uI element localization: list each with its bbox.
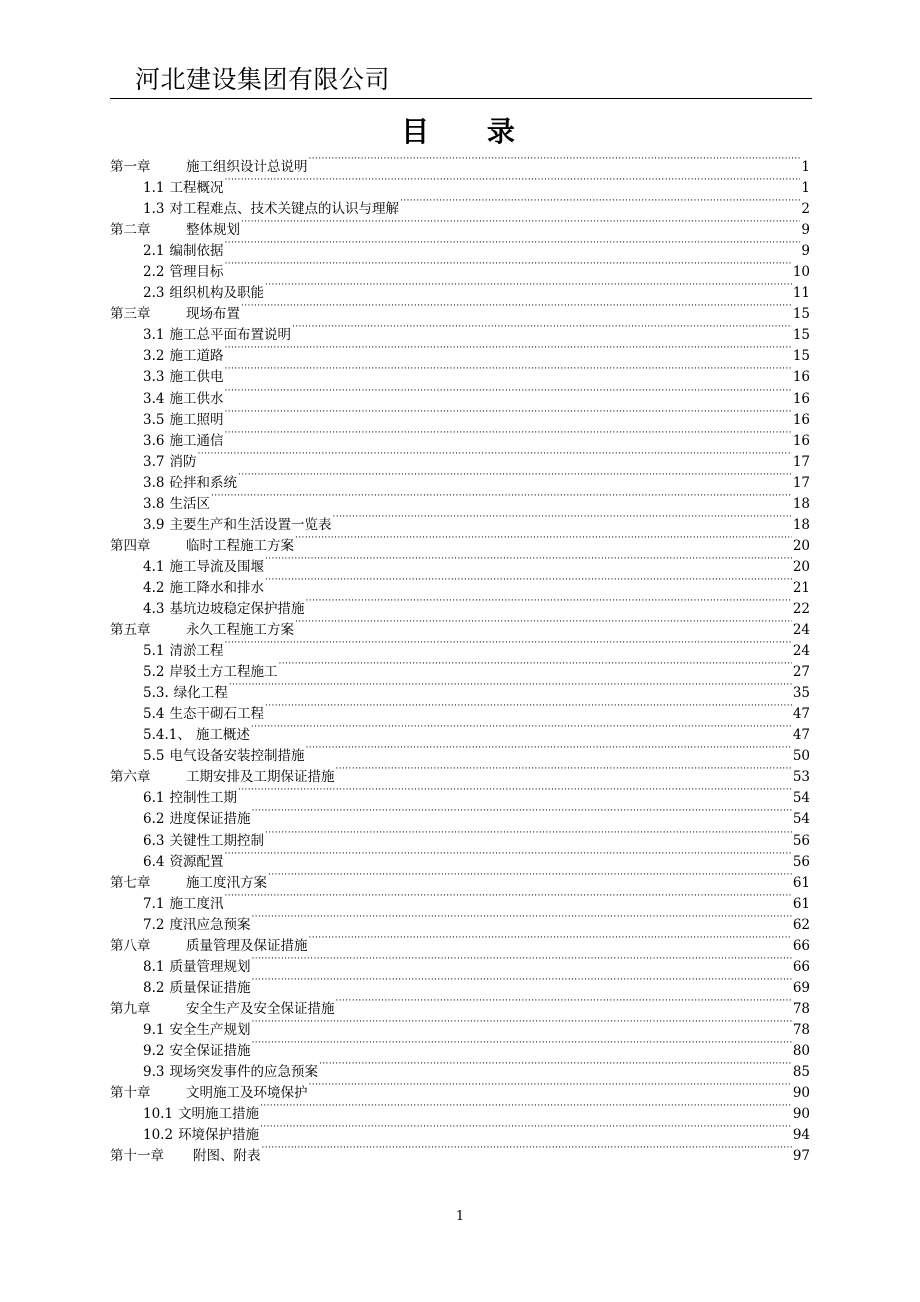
toc-dot-leader: [251, 950, 791, 971]
toc-dot-leader: [332, 508, 791, 529]
toc-entry-number: 4.2: [143, 579, 165, 596]
page-number: 1: [455, 1209, 465, 1224]
toc-entry-number: 5.4: [143, 706, 165, 723]
toc-entry-title: 控制性工期: [169, 790, 237, 807]
toc-entry-title: 施工道路: [169, 348, 224, 365]
toc-entry-number: 5.1: [143, 643, 165, 660]
toc-entry-number: 3.2: [143, 348, 165, 365]
toc-entry-number: 8.1: [143, 958, 165, 975]
toc-dot-leader: [224, 845, 791, 866]
toc-dot-leader: [260, 1118, 792, 1139]
toc-entry-number: 6.4: [143, 853, 165, 870]
toc-entry-number: 3.9: [143, 516, 165, 533]
toc-entry-page: 47: [792, 706, 810, 723]
toc-entry-page: 16: [792, 411, 810, 428]
toc-entry-title: 永久工程施工方案: [186, 622, 294, 639]
toc-entry-title: 施工通信: [169, 432, 224, 449]
toc-dot-leader: [251, 1034, 791, 1055]
toc-entry-title: 施工导流及围堰: [169, 558, 264, 575]
toc-entry-page: 21: [792, 579, 810, 596]
toc-dot-leader: [224, 255, 791, 276]
toc-entry-number: 3.4: [143, 390, 165, 407]
toc-entry-number: 2.3: [143, 285, 165, 302]
toc-dot-leader: [309, 929, 792, 950]
toc-entry-title: 施工总平面布置说明: [169, 327, 291, 344]
toc-dot-leader: [268, 866, 792, 887]
toc-entry-title: 清淤工程: [169, 643, 224, 660]
toc-entry-number: 10.1: [143, 1106, 174, 1123]
toc-entry-number: 4.3: [143, 600, 165, 617]
toc-dot-leader: [229, 676, 792, 697]
toc-entry-title: 生活区: [169, 495, 210, 512]
toc-entry-title: 基坑边坡稳定保护措施: [169, 600, 305, 617]
toc-entry-number: 3.1: [143, 327, 165, 344]
toc-entry-page: 15: [792, 327, 810, 344]
toc-section-entry[interactable]: [110, 487, 810, 512]
toc-entry-title: 工期安排及工期保证措施: [186, 769, 335, 786]
toc-dot-leader: [292, 318, 792, 339]
toc-dot-leader: [305, 739, 791, 760]
toc-dot-leader: [265, 571, 792, 592]
toc-entry-number: 第九章: [110, 1000, 151, 1017]
toc-entry-page: 78: [792, 1000, 810, 1017]
toc-dot-leader: [262, 1139, 792, 1160]
toc-entry-title: 施工度汛: [169, 895, 224, 912]
toc-entry-page: 17: [792, 474, 810, 491]
toc-entry-page: 97: [792, 1148, 810, 1165]
toc-entry-title: 质量管理规划: [169, 958, 251, 975]
toc-dot-leader: [224, 339, 791, 360]
toc-entry-title: 施工度汛方案: [186, 874, 267, 891]
toc-entry-number: 3.5: [143, 411, 165, 428]
toc-dot-leader: [295, 529, 792, 550]
toc-entry-number: 3.8: [143, 474, 165, 491]
toc-entry-number: 第十一章: [110, 1148, 164, 1165]
toc-entry-number: 第二章: [110, 222, 151, 239]
toc-entry-title: 质量保证措施: [169, 979, 251, 996]
toc-entry-number: 5.4.1、: [143, 727, 191, 744]
toc-entry-title: 附图、附表: [193, 1148, 261, 1165]
toc-dot-leader: [305, 592, 791, 613]
toc-entry-page: 85: [792, 1064, 810, 1081]
toc-entry-number: 9.3: [143, 1064, 165, 1081]
toc-entry-page: 16: [792, 369, 810, 386]
toc-entry-title: 工程概况: [169, 180, 224, 197]
toc-dot-leader: [197, 445, 791, 466]
toc-entry-number: 4.1: [143, 558, 165, 575]
toc-chapter-entry[interactable]: [110, 150, 810, 175]
toc-entry-page: 22: [792, 600, 810, 617]
toc-entry-number: 第七章: [110, 874, 151, 891]
toc-entry-title: 对工程难点、技术关键点的认识与理解: [169, 201, 399, 218]
toc-dot-leader: [241, 297, 792, 318]
toc-entry-number: 10.2: [143, 1127, 174, 1144]
toc-entry-number: 第十章: [110, 1085, 151, 1102]
toc-entry-number: 2.1: [143, 243, 165, 260]
toc-dot-leader: [251, 1013, 791, 1034]
toc-dot-leader: [224, 424, 791, 445]
toc-section-entry[interactable]: [110, 508, 810, 533]
toc-entry-title: 施工降水和排水: [169, 579, 264, 596]
toc-entry-page: 2: [801, 201, 810, 218]
toc-entry-title: 关键性工期控制: [169, 832, 264, 849]
toc-entry-title: 现场布置: [186, 306, 240, 323]
toc-entry-title: 进度保证措施: [169, 811, 251, 828]
toc-entry-title: 度汛应急预案: [169, 916, 251, 933]
toc-entry-title: 组织机构及职能: [169, 285, 264, 302]
toc-entry-page: 10: [792, 264, 810, 281]
toc-dot-leader: [238, 781, 792, 802]
toc-entry-title: 资源配置: [169, 853, 224, 870]
toc-entry-number: 8.2: [143, 979, 165, 996]
toc-entry-number: 5.2: [143, 664, 165, 681]
toc-dot-leader: [251, 718, 792, 739]
toc-dot-leader: [241, 213, 800, 234]
toc-entry-page: 66: [792, 937, 810, 954]
toc-entry-number: 7.1: [143, 895, 165, 912]
toc-entry-page: 54: [792, 811, 810, 828]
toc-dot-leader: [309, 150, 801, 171]
toc-entry-number: 2.2: [143, 264, 165, 281]
toc-entry-title: 文明施工及环境保护: [186, 1085, 308, 1102]
toc-entry-page: 1: [801, 180, 810, 197]
toc-dot-leader: [251, 971, 791, 992]
toc-entry-title: 施工概述: [195, 727, 250, 744]
toc-entry-title: 文明施工措施: [178, 1106, 260, 1123]
toc-entry-page: 54: [792, 790, 810, 807]
toc-entry-title: 砼拌和系统: [169, 474, 237, 491]
toc-entry-page: 15: [792, 348, 810, 365]
toc-entry-number: 7.2: [143, 916, 165, 933]
toc-entry-title: 整体规划: [186, 222, 240, 239]
toc-dot-leader: [336, 760, 792, 781]
toc-dot-leader: [224, 634, 791, 655]
toc-entry-page: 1: [801, 159, 810, 175]
toc-entry-title: 施工组织设计总说明: [186, 159, 308, 175]
toc-title: 目 录: [401, 115, 539, 148]
toc-entry-page: 11: [792, 285, 810, 302]
toc-section-entry[interactable]: [110, 466, 810, 491]
toc-dot-leader: [336, 992, 792, 1013]
toc-dot-leader: [278, 655, 791, 676]
toc-dot-leader: [224, 403, 791, 424]
toc-entry-page: 69: [792, 979, 810, 996]
toc-entry-title: 现场突发事件的应急预案: [169, 1064, 318, 1081]
toc-entry-title: 主要生产和生活设置一览表: [169, 516, 332, 533]
toc-entry-page: 90: [792, 1085, 810, 1102]
toc-entry-page: 53: [792, 769, 810, 786]
toc-entry-page: 94: [792, 1127, 810, 1144]
toc-entry-title: 质量管理及保证措施: [186, 937, 308, 954]
toc-entry-title: 施工照明: [169, 411, 224, 428]
header-divider: [110, 98, 812, 99]
toc-entry-number: 第四章: [110, 537, 151, 554]
toc-entry-page: 56: [792, 853, 810, 870]
toc-entry-page: 80: [792, 1042, 810, 1059]
toc-entry-page: 16: [792, 432, 810, 449]
toc-dot-leader: [224, 887, 791, 908]
toc-entry-number: 3.6: [143, 432, 165, 449]
toc-dot-leader: [251, 908, 791, 929]
toc-entry-title: 绿化工程: [173, 685, 228, 702]
toc-entry-page: 24: [792, 622, 810, 639]
toc-entry-title: 临时工程施工方案: [186, 537, 294, 554]
toc-entry-page: 24: [792, 643, 810, 660]
toc-dot-leader: [211, 487, 792, 508]
toc-entry-number: 第八章: [110, 937, 151, 954]
toc-dot-leader: [238, 466, 792, 487]
toc-entry-page: 62: [792, 916, 810, 933]
toc-entry-page: 20: [792, 537, 810, 554]
toc-entry-number: 3.7: [143, 453, 165, 470]
toc-entry-page: 78: [792, 1021, 810, 1038]
toc-entry-number: 1.1: [143, 180, 165, 197]
toc-entry-page: 17: [792, 453, 810, 470]
toc-entry-page: 9: [801, 243, 810, 260]
toc-entry-page: 18: [792, 495, 810, 512]
toc-entry-number: 1.3: [143, 201, 165, 218]
toc-entry-page: 16: [792, 390, 810, 407]
toc-entry-page: 56: [792, 832, 810, 849]
toc-entry-page: 61: [792, 874, 810, 891]
toc-dot-leader: [224, 171, 800, 192]
toc-dot-leader: [265, 824, 792, 845]
toc-dot-leader: [265, 276, 792, 297]
company-header: 河北建设集团有限公司: [135, 65, 391, 94]
toc-entry-title: 电气设备安装控制措施: [169, 748, 305, 765]
toc-entry-number: 6.3: [143, 832, 165, 849]
toc-entry-page: 15: [792, 306, 810, 323]
toc-entry-number: 5.3.: [143, 685, 169, 702]
toc-entry-number: 6.2: [143, 811, 165, 828]
toc-entry-page: 61: [792, 895, 810, 912]
toc-entry-title: 安全生产规划: [169, 1021, 251, 1038]
toc-entry-number: 第三章: [110, 306, 151, 323]
toc-entry-page: 18: [792, 516, 810, 533]
toc-entry-title: 岸驳土方工程施工: [169, 664, 278, 681]
toc-entry-number: 5.5: [143, 748, 165, 765]
toc-entry-number: 第六章: [110, 769, 151, 786]
toc-entry-page: 20: [792, 558, 810, 575]
toc-entry-number: 3.8: [143, 495, 165, 512]
toc-entry-title: 管理目标: [169, 264, 224, 281]
toc-entry-number: 第一章: [110, 159, 151, 175]
toc-dot-leader: [319, 1055, 792, 1076]
table-of-contents: [110, 150, 810, 1165]
toc-entry-title: 施工供电: [169, 369, 224, 386]
toc-dot-leader: [224, 234, 800, 255]
toc-entry-title: 施工供水: [169, 390, 224, 407]
toc-dot-leader: [309, 1076, 792, 1097]
toc-dot-leader: [400, 192, 800, 213]
toc-entry-page: 66: [792, 958, 810, 975]
toc-entry-page: 9: [801, 222, 810, 239]
toc-dot-leader: [265, 550, 792, 571]
toc-entry-page: 50: [792, 748, 810, 765]
toc-entry-number: 9.1: [143, 1021, 165, 1038]
toc-entry-page: 90: [792, 1106, 810, 1123]
toc-entry-number: 3.3: [143, 369, 165, 386]
toc-dot-leader: [224, 382, 791, 403]
toc-entry-title: 环境保护措施: [178, 1127, 260, 1144]
toc-entry-title: 消防: [169, 453, 197, 470]
toc-entry-page: 35: [792, 685, 810, 702]
toc-entry-number: 第五章: [110, 622, 151, 639]
toc-dot-leader: [295, 613, 792, 634]
toc-entry-page: 27: [792, 664, 810, 681]
toc-entry-title: 生态干砌石工程: [169, 706, 264, 723]
toc-entry-title: 安全生产及安全保证措施: [186, 1000, 335, 1017]
toc-dot-leader: [265, 697, 792, 718]
toc-entry-title: 安全保证措施: [169, 1042, 251, 1059]
toc-entry-number: 9.2: [143, 1042, 165, 1059]
toc-entry-page: 47: [792, 727, 810, 744]
toc-dot-leader: [260, 1097, 792, 1118]
toc-section-entry[interactable]: [110, 445, 810, 470]
toc-dot-leader: [251, 802, 791, 823]
toc-entry-title: 编制依据: [169, 243, 224, 260]
toc-entry-number: 6.1: [143, 790, 165, 807]
toc-dot-leader: [224, 360, 791, 381]
